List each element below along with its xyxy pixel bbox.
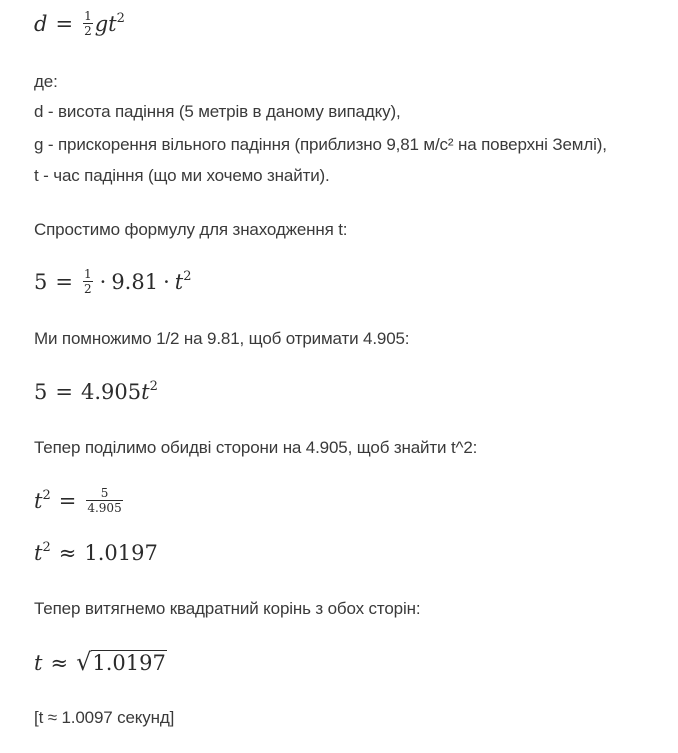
fraction-one-half xyxy=(83,268,93,295)
definition-d: d - висота падіння (5 метрів в даному випадку), xyxy=(34,102,401,121)
var-t: t xyxy=(34,489,43,513)
equals-sign: = xyxy=(55,270,73,294)
equals-sign: = xyxy=(58,489,77,513)
approx-sign: ≈ xyxy=(50,651,69,675)
fraction-five-over-coef xyxy=(86,487,122,514)
multiply-instruction: Ми помножимо 1/2 на 9.81, щоб отримати 4.905: xyxy=(34,329,410,348)
final-result: [t ≈ 1.0097 секунд] xyxy=(34,708,175,727)
equation-substituted xyxy=(34,268,192,297)
exponent: 2 xyxy=(116,11,125,26)
var-t: t xyxy=(34,541,43,565)
value-five: 5 xyxy=(34,380,48,404)
var-t: t xyxy=(174,270,184,294)
dot-operator: · xyxy=(99,270,107,294)
exponent: 2 xyxy=(149,379,158,394)
coefficient: 4.905 xyxy=(80,380,142,404)
equals-sign: = xyxy=(55,12,74,36)
radicand: 1.0197 xyxy=(92,651,166,675)
equation-sqrt xyxy=(34,648,167,677)
where-label: де: xyxy=(34,72,58,91)
var-d: d xyxy=(34,12,48,36)
var-t: t xyxy=(34,651,43,675)
denominator: 2 xyxy=(84,24,92,38)
exponent: 2 xyxy=(42,488,51,503)
formula-free-fall xyxy=(34,10,125,39)
denominator: 4.905 xyxy=(87,501,122,515)
denominator: 2 xyxy=(83,282,92,296)
exponent: 2 xyxy=(183,269,192,284)
numerator: 1 xyxy=(84,9,92,23)
numerator: 5 xyxy=(100,486,109,500)
equation-approx xyxy=(34,539,158,567)
exponent: 2 xyxy=(42,540,51,555)
equals-sign: = xyxy=(55,380,73,404)
value-g: 9.81 xyxy=(111,270,159,294)
definition-g: g - прискорення вільного падіння (приблизно 9,81 м/с² на поверхні Землі), xyxy=(34,135,607,154)
var-g: g xyxy=(94,12,109,36)
sqrt-instruction: Тепер витягнемо квадратний корінь з обох сторін: xyxy=(34,599,421,618)
var-t: t xyxy=(141,380,150,404)
definition-t: t - час падіння (що ми хочемо знайти). xyxy=(34,166,330,185)
dot-operator: · xyxy=(163,270,170,294)
sqrt-icon: √ xyxy=(76,648,92,676)
numerator: 1 xyxy=(83,267,92,281)
fraction-one-half xyxy=(83,10,93,37)
square-root xyxy=(76,648,167,677)
var-t: t xyxy=(108,12,117,36)
equation-divided xyxy=(34,487,125,516)
approx-sign: ≈ xyxy=(58,541,77,565)
simplify-instruction: Спростимо формулу для знаходження t: xyxy=(34,220,348,239)
equation-simplified xyxy=(34,378,158,406)
value-t-squared: 1.0197 xyxy=(84,541,158,565)
value-five: 5 xyxy=(34,270,48,294)
divide-instruction: Тепер поділимо обидві сторони на 4.905, щоб знайти t^2: xyxy=(34,438,478,457)
